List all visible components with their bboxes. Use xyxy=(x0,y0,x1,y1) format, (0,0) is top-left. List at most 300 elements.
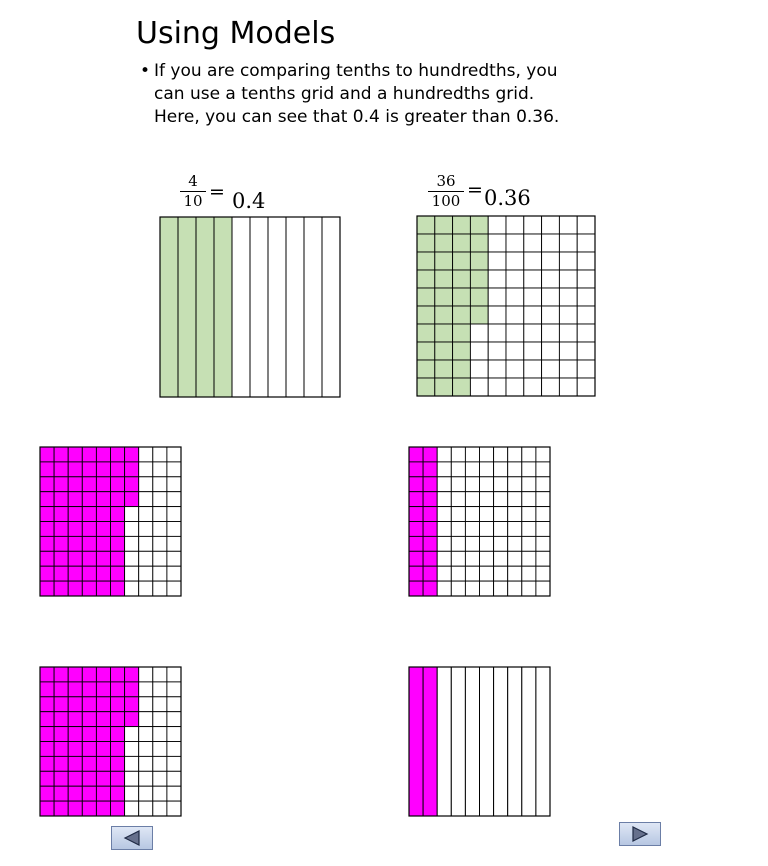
shaded-cell xyxy=(68,462,82,477)
shaded-cell xyxy=(435,360,453,378)
empty-cell xyxy=(522,492,536,507)
empty-cell xyxy=(167,477,181,492)
fraction-numerator: 36 xyxy=(436,172,456,190)
empty-cell xyxy=(524,216,542,234)
shaded-cell xyxy=(40,507,54,522)
empty-cell xyxy=(506,288,524,306)
empty-cell xyxy=(167,462,181,477)
shaded-cell xyxy=(82,727,96,742)
empty-cell xyxy=(542,306,560,324)
shaded-cell xyxy=(111,771,125,786)
shaded-cell xyxy=(409,507,423,522)
equals-sign: = xyxy=(467,179,483,201)
empty-cell xyxy=(125,727,139,742)
shaded-cell xyxy=(409,566,423,581)
empty-cell xyxy=(508,462,522,477)
empty-cell xyxy=(480,581,494,596)
shaded-cell xyxy=(111,551,125,566)
empty-cell xyxy=(536,477,550,492)
empty-cell xyxy=(139,786,153,801)
shaded-cell xyxy=(96,566,110,581)
shaded-cell xyxy=(82,682,96,697)
shaded-cell xyxy=(82,566,96,581)
empty-cell xyxy=(542,342,560,360)
shaded-cell xyxy=(470,306,488,324)
bullet-list xyxy=(140,60,559,129)
empty-cell xyxy=(139,727,153,742)
shaded-cell xyxy=(96,727,110,742)
empty-cell xyxy=(465,522,479,537)
empty-cell xyxy=(480,551,494,566)
shaded-cell xyxy=(96,551,110,566)
shaded-cell xyxy=(54,727,68,742)
empty-cell xyxy=(139,742,153,757)
empty-cell xyxy=(577,288,595,306)
empty-cell xyxy=(139,712,153,727)
shaded-cell xyxy=(54,477,68,492)
shaded-column xyxy=(214,217,232,397)
empty-cell xyxy=(480,447,494,462)
shaded-cell xyxy=(40,566,54,581)
shaded-cell xyxy=(82,536,96,551)
hundredths-grid-magenta-top-left xyxy=(40,447,181,596)
empty-cell xyxy=(470,342,488,360)
empty-cell xyxy=(139,771,153,786)
shaded-cell xyxy=(111,507,125,522)
empty-cell xyxy=(153,667,167,682)
shaded-cell xyxy=(68,566,82,581)
empty-cell xyxy=(451,462,465,477)
empty-cell xyxy=(577,216,595,234)
shaded-cell xyxy=(96,667,110,682)
empty-cell xyxy=(488,360,506,378)
shaded-cell xyxy=(125,447,139,462)
empty-cell xyxy=(524,378,542,396)
shaded-cell xyxy=(111,477,125,492)
empty-cell xyxy=(577,252,595,270)
shaded-cell xyxy=(417,378,435,396)
empty-cell xyxy=(506,270,524,288)
shaded-cell xyxy=(54,507,68,522)
shaded-cell xyxy=(96,522,110,537)
empty-cell xyxy=(167,522,181,537)
empty-cell xyxy=(577,360,595,378)
shaded-cell xyxy=(40,727,54,742)
shaded-cell xyxy=(40,551,54,566)
empty-cell xyxy=(465,447,479,462)
empty-cell xyxy=(522,462,536,477)
empty-cell xyxy=(153,492,167,507)
shaded-column xyxy=(160,217,178,397)
shaded-cell xyxy=(68,477,82,492)
empty-cell xyxy=(167,536,181,551)
empty-cell xyxy=(536,522,550,537)
shaded-cell xyxy=(96,507,110,522)
shaded-cell xyxy=(68,447,82,462)
shaded-cell xyxy=(54,756,68,771)
shaded-cell xyxy=(54,536,68,551)
empty-cell xyxy=(465,477,479,492)
empty-cell xyxy=(139,447,153,462)
empty-cell xyxy=(522,536,536,551)
empty-cell xyxy=(488,378,506,396)
shaded-cell xyxy=(82,462,96,477)
shaded-cell xyxy=(68,801,82,816)
empty-cell xyxy=(506,324,524,342)
empty-cell xyxy=(153,477,167,492)
empty-cell xyxy=(451,536,465,551)
fraction-denominator: 10 xyxy=(183,192,203,210)
empty-column xyxy=(508,667,522,816)
empty-cell xyxy=(508,581,522,596)
empty-cell xyxy=(465,581,479,596)
bullet-dot-icon: • xyxy=(140,61,151,81)
empty-cell xyxy=(480,507,494,522)
shaded-cell xyxy=(111,712,125,727)
shaded-cell xyxy=(82,712,96,727)
empty-cell xyxy=(451,522,465,537)
shaded-cell xyxy=(96,682,110,697)
shaded-cell xyxy=(423,507,437,522)
empty-cell xyxy=(494,477,508,492)
empty-cell xyxy=(153,682,167,697)
empty-column xyxy=(268,217,286,397)
fraction-numerator: 4 xyxy=(188,172,198,190)
empty-cell xyxy=(577,324,595,342)
empty-cell xyxy=(465,492,479,507)
empty-cell xyxy=(153,756,167,771)
empty-cell xyxy=(508,536,522,551)
shaded-cell xyxy=(82,477,96,492)
empty-cell xyxy=(524,270,542,288)
shaded-cell xyxy=(40,492,54,507)
empty-cell xyxy=(559,360,577,378)
empty-cell xyxy=(125,522,139,537)
empty-cell xyxy=(508,447,522,462)
empty-cell xyxy=(559,324,577,342)
empty-cell xyxy=(451,507,465,522)
shaded-cell xyxy=(96,492,110,507)
empty-cell xyxy=(506,306,524,324)
empty-cell xyxy=(494,536,508,551)
empty-cell xyxy=(536,507,550,522)
empty-column xyxy=(536,667,550,816)
empty-column xyxy=(286,217,304,397)
empty-cell xyxy=(536,581,550,596)
empty-cell xyxy=(153,536,167,551)
shaded-cell xyxy=(82,581,96,596)
empty-cell xyxy=(488,288,506,306)
empty-cell xyxy=(494,566,508,581)
empty-cell xyxy=(125,566,139,581)
shaded-cell xyxy=(125,712,139,727)
shaded-cell xyxy=(409,462,423,477)
shaded-cell xyxy=(111,742,125,757)
empty-cell xyxy=(125,742,139,757)
shaded-cell xyxy=(68,786,82,801)
empty-cell xyxy=(494,462,508,477)
empty-cell xyxy=(125,581,139,596)
shaded-cell xyxy=(96,756,110,771)
empty-cell xyxy=(524,324,542,342)
shaded-cell xyxy=(423,462,437,477)
empty-cell xyxy=(508,551,522,566)
shaded-cell xyxy=(40,682,54,697)
empty-cell xyxy=(167,492,181,507)
shaded-cell xyxy=(82,697,96,712)
empty-cell xyxy=(167,447,181,462)
shaded-cell xyxy=(68,551,82,566)
shaded-cell xyxy=(68,507,82,522)
fraction-hundredths xyxy=(428,173,464,209)
empty-cell xyxy=(139,492,153,507)
empty-cell xyxy=(125,801,139,816)
empty-cell xyxy=(542,324,560,342)
empty-cell xyxy=(465,566,479,581)
shaded-cell xyxy=(40,801,54,816)
empty-column xyxy=(322,217,340,397)
shaded-cell xyxy=(40,581,54,596)
shaded-cell xyxy=(470,216,488,234)
empty-cell xyxy=(506,378,524,396)
shaded-cell xyxy=(82,786,96,801)
shaded-cell xyxy=(40,477,54,492)
empty-cell xyxy=(559,234,577,252)
empty-cell xyxy=(536,462,550,477)
shaded-cell xyxy=(111,667,125,682)
empty-cell xyxy=(125,551,139,566)
slide-title: Using Models xyxy=(136,16,336,51)
triangle-left-icon xyxy=(122,830,142,846)
empty-cell xyxy=(437,522,451,537)
shaded-cell xyxy=(68,667,82,682)
empty-cell xyxy=(506,216,524,234)
empty-cell xyxy=(437,581,451,596)
empty-cell xyxy=(522,566,536,581)
shaded-cell xyxy=(40,771,54,786)
empty-cell xyxy=(488,252,506,270)
equation-tenths xyxy=(180,173,290,215)
shaded-cell xyxy=(453,234,471,252)
shaded-cell xyxy=(417,216,435,234)
bullet-line-2: can use a tenths grid and a hundredths grid. xyxy=(154,84,535,104)
shaded-cell xyxy=(40,756,54,771)
shaded-cell xyxy=(435,270,453,288)
empty-cell xyxy=(153,522,167,537)
previous-slide-button[interactable] xyxy=(111,826,153,850)
shaded-cell xyxy=(111,522,125,537)
empty-cell xyxy=(542,288,560,306)
shaded-cell xyxy=(409,522,423,537)
shaded-cell xyxy=(423,566,437,581)
shaded-cell xyxy=(111,756,125,771)
shaded-cell xyxy=(423,522,437,537)
empty-cell xyxy=(167,667,181,682)
empty-cell xyxy=(167,742,181,757)
empty-cell xyxy=(451,551,465,566)
shaded-cell xyxy=(54,462,68,477)
hundredths-grid-magenta-top-right xyxy=(409,447,550,596)
empty-cell xyxy=(506,342,524,360)
shaded-cell xyxy=(125,492,139,507)
empty-cell xyxy=(465,551,479,566)
shaded-cell xyxy=(435,306,453,324)
empty-cell xyxy=(494,581,508,596)
bullet-line-1: If you are comparing tenths to hundredths, you xyxy=(154,61,558,81)
empty-cell xyxy=(451,477,465,492)
shaded-cell xyxy=(470,252,488,270)
shaded-cell xyxy=(453,342,471,360)
empty-cell xyxy=(524,342,542,360)
empty-cell xyxy=(167,566,181,581)
hundredths-grid-magenta-bottom-left xyxy=(40,667,181,816)
shaded-cell xyxy=(68,536,82,551)
equals-sign: = xyxy=(209,181,225,203)
empty-cell xyxy=(451,492,465,507)
empty-cell xyxy=(508,566,522,581)
empty-cell xyxy=(437,462,451,477)
empty-cell xyxy=(139,801,153,816)
empty-cell xyxy=(139,566,153,581)
empty-cell xyxy=(559,288,577,306)
triangle-right-icon xyxy=(630,826,650,842)
empty-column xyxy=(451,667,465,816)
shaded-cell xyxy=(82,522,96,537)
empty-cell xyxy=(167,727,181,742)
empty-cell xyxy=(508,492,522,507)
shaded-cell xyxy=(111,447,125,462)
shaded-cell xyxy=(40,697,54,712)
empty-column xyxy=(465,667,479,816)
empty-cell xyxy=(139,536,153,551)
empty-cell xyxy=(559,216,577,234)
shaded-cell xyxy=(96,786,110,801)
shaded-cell xyxy=(96,771,110,786)
shaded-cell xyxy=(82,756,96,771)
shaded-cell xyxy=(409,536,423,551)
shaded-cell xyxy=(40,462,54,477)
empty-column xyxy=(232,217,250,397)
empty-cell xyxy=(508,522,522,537)
shaded-cell xyxy=(54,697,68,712)
empty-cell xyxy=(167,697,181,712)
shaded-cell xyxy=(409,551,423,566)
empty-cell xyxy=(536,447,550,462)
equation-hundredths xyxy=(428,173,558,215)
empty-cell xyxy=(494,507,508,522)
shaded-cell xyxy=(417,288,435,306)
empty-cell xyxy=(524,360,542,378)
empty-cell xyxy=(488,342,506,360)
empty-cell xyxy=(437,477,451,492)
shaded-cell xyxy=(453,324,471,342)
empty-cell xyxy=(153,581,167,596)
shaded-cell xyxy=(96,447,110,462)
shaded-cell xyxy=(54,771,68,786)
shaded-cell xyxy=(54,566,68,581)
shaded-cell xyxy=(40,447,54,462)
empty-cell xyxy=(153,786,167,801)
shaded-cell xyxy=(435,234,453,252)
empty-cell xyxy=(153,462,167,477)
empty-cell xyxy=(465,536,479,551)
empty-cell xyxy=(167,551,181,566)
shaded-cell xyxy=(423,551,437,566)
next-slide-button[interactable] xyxy=(619,822,661,846)
shaded-cell xyxy=(68,712,82,727)
shaded-cell xyxy=(54,801,68,816)
empty-cell xyxy=(451,581,465,596)
empty-cell xyxy=(139,581,153,596)
shaded-cell xyxy=(111,536,125,551)
empty-cell xyxy=(524,252,542,270)
shaded-cell xyxy=(409,492,423,507)
shaded-cell xyxy=(40,712,54,727)
empty-cell xyxy=(577,378,595,396)
shaded-cell xyxy=(423,581,437,596)
hundredths-grid-green xyxy=(417,216,595,396)
empty-cell xyxy=(577,342,595,360)
empty-cell xyxy=(559,306,577,324)
empty-cell xyxy=(139,697,153,712)
empty-cell xyxy=(125,756,139,771)
empty-cell xyxy=(139,756,153,771)
empty-cell xyxy=(480,462,494,477)
shaded-cell xyxy=(82,801,96,816)
shaded-cell xyxy=(96,742,110,757)
empty-cell xyxy=(139,682,153,697)
shaded-cell xyxy=(96,697,110,712)
empty-cell xyxy=(536,566,550,581)
shaded-cell xyxy=(453,288,471,306)
shaded-cell xyxy=(417,234,435,252)
empty-column xyxy=(522,667,536,816)
tenths-grid-magenta-bottom-right xyxy=(409,667,550,816)
empty-cell xyxy=(125,771,139,786)
shaded-cell xyxy=(111,566,125,581)
empty-cell xyxy=(536,551,550,566)
shaded-cell xyxy=(68,742,82,757)
empty-cell xyxy=(139,551,153,566)
shaded-cell xyxy=(409,447,423,462)
empty-cell xyxy=(522,447,536,462)
empty-cell xyxy=(488,216,506,234)
shaded-cell xyxy=(40,786,54,801)
empty-cell xyxy=(508,477,522,492)
shaded-cell xyxy=(417,360,435,378)
empty-cell xyxy=(153,551,167,566)
shaded-cell xyxy=(68,697,82,712)
empty-cell xyxy=(153,712,167,727)
empty-cell xyxy=(524,288,542,306)
empty-cell xyxy=(125,507,139,522)
shaded-cell xyxy=(417,306,435,324)
shaded-cell xyxy=(82,667,96,682)
empty-column xyxy=(494,667,508,816)
empty-cell xyxy=(167,581,181,596)
shaded-cell xyxy=(111,697,125,712)
empty-cell xyxy=(506,360,524,378)
empty-cell xyxy=(559,378,577,396)
shaded-cell xyxy=(453,216,471,234)
empty-cell xyxy=(480,492,494,507)
shaded-cell xyxy=(54,581,68,596)
shaded-cell xyxy=(423,447,437,462)
empty-cell xyxy=(559,270,577,288)
empty-cell xyxy=(542,252,560,270)
shaded-cell xyxy=(68,756,82,771)
empty-cell xyxy=(508,507,522,522)
